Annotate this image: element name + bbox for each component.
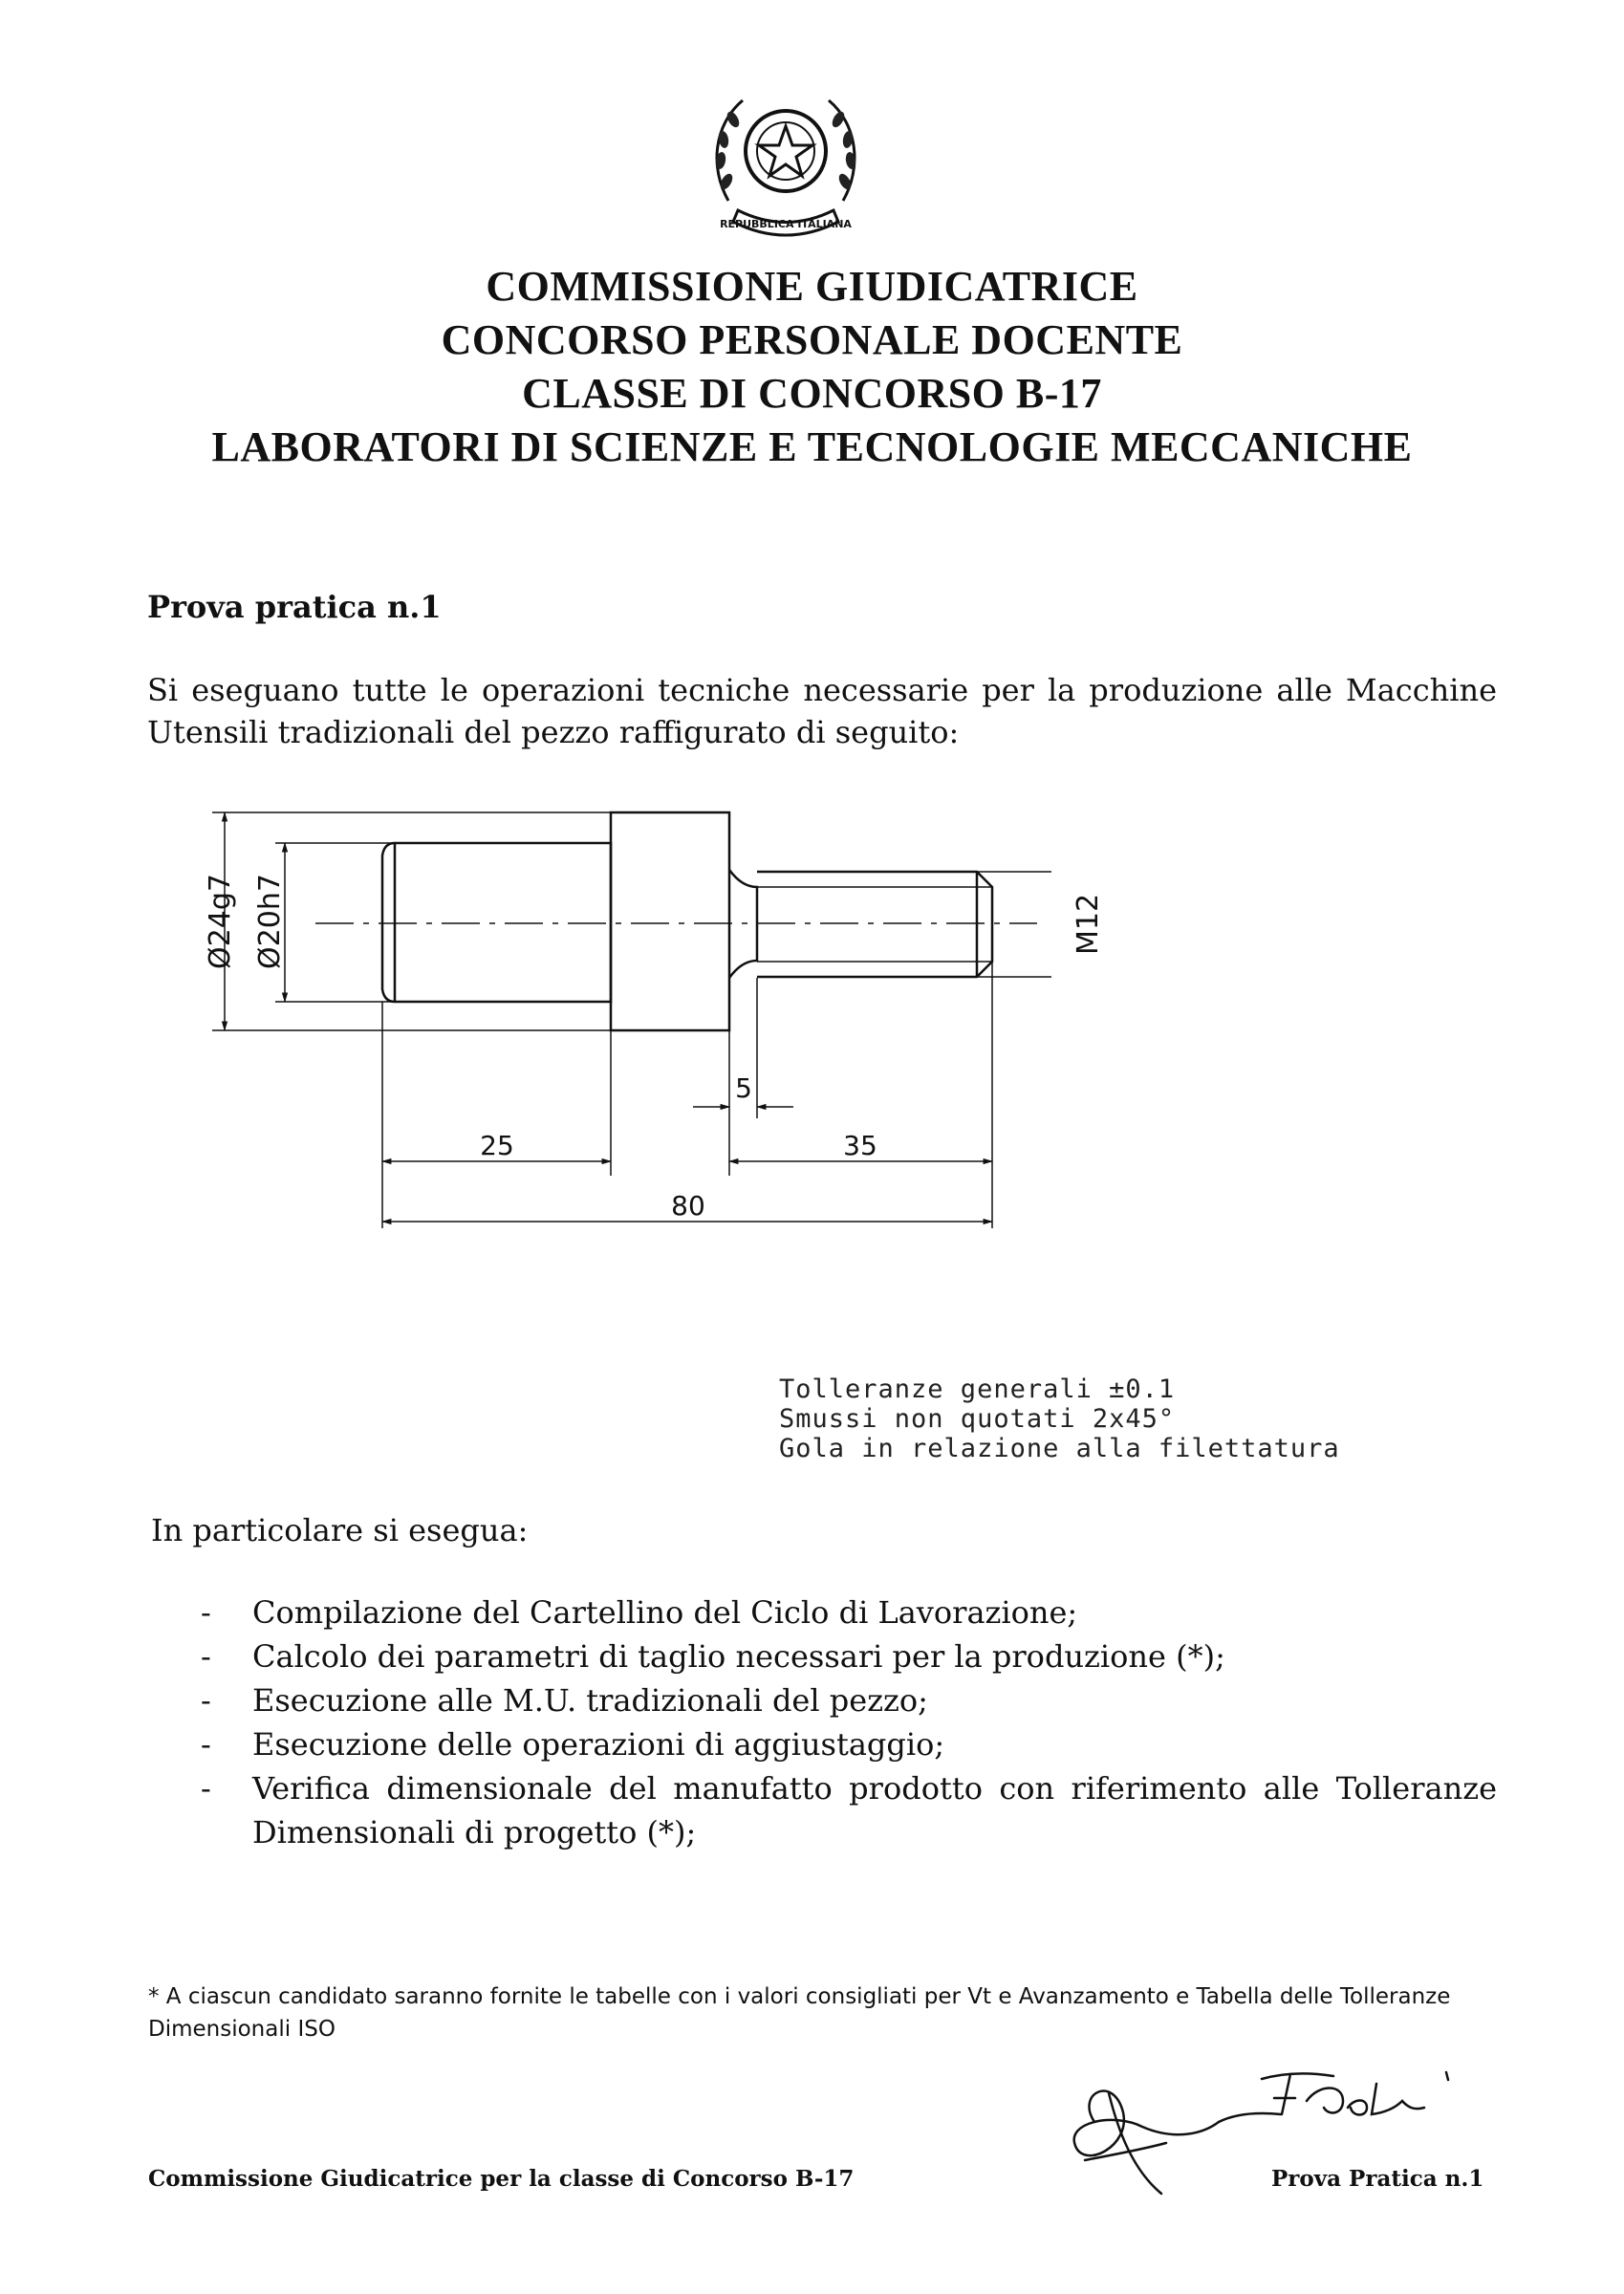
footer-commission: Commissione Giudicatrice per la classe di Concorso B-17 [148,2166,855,2192]
title-line-laboratories: LABORATORI DI SCIENZE E TECNOLOGIE MECCANICHE [211,423,1413,470]
title-line-competition: CONCORSO PERSONALE DOCENTE [441,316,1183,363]
list-item: - Verifica dimensionale del manufatto prodotto con riferimento alle Tolleranze Dimensionali di progetto (*); [201,1766,1497,1854]
list-bullet: - [201,1594,211,1631]
thread-label: M12 [1072,893,1105,956]
list-bullet: - [201,1682,211,1719]
technical-drawing [172,793,1105,1252]
list-item: - Calcolo dei parametri di taglio necessari per la produzione (*); [201,1634,1497,1678]
list-item: - Esecuzione delle operazioni di aggiustaggio; [201,1722,1497,1766]
part-outline [382,812,992,1030]
note-groove: Gola in relazione alla filettatura [779,1434,1340,1463]
tolerance-notes [779,1374,1340,1463]
list-bullet: - [201,1770,211,1807]
left-length-label: 25 [480,1130,514,1161]
title-line-class: CLASSE DI CONCORSO B-17 [522,370,1102,417]
list-bullet: - [201,1638,211,1675]
note-general-tolerance: Tolleranze generali ±0.1 [779,1374,1176,1404]
italian-republic-emblem-icon [700,76,872,249]
task-list [201,1591,1497,1854]
tasks-intro: In particolare si esegua: [151,1512,529,1548]
inner-diameter-label: Ø20h7 [253,874,287,969]
intro-paragraph: Si eseguano tutte le operazioni tecniche necessarie per la produzione alle Macchine Utensili tradizionali del pezzo raffigurato di seguito: [147,672,1497,750]
groove-width-label: 5 [735,1072,752,1104]
right-length-label: 35 [843,1130,877,1161]
document-title [0,260,1624,474]
footer-test-number: Prova Pratica n.1 [1271,2166,1484,2192]
section-heading: Prova pratica n.1 [147,589,442,625]
list-item: - Esecuzione alle M.U. tradizionali del pezzo; [201,1678,1497,1722]
emblem-motto: REPUBBLICA ITALIANA [720,218,852,230]
total-length-label: 80 [671,1190,705,1222]
title-line-commission: COMMISSIONE GIUDICATRICE [486,263,1138,310]
note-chamfers: Smussi non quotati 2x45° [779,1404,1176,1434]
list-bullet: - [201,1726,211,1763]
list-item: - Compilazione del Cartellino del Ciclo di Lavorazione; [201,1591,1497,1634]
footnote: * A ciascun candidato saranno fornite le tabelle con i valori consigliati per Vt e Avanzamento e Tabella delle Tolleranze Dimensionali ISO [148,1984,1451,2042]
outer-diameter-label: Ø24g7 [204,874,237,969]
